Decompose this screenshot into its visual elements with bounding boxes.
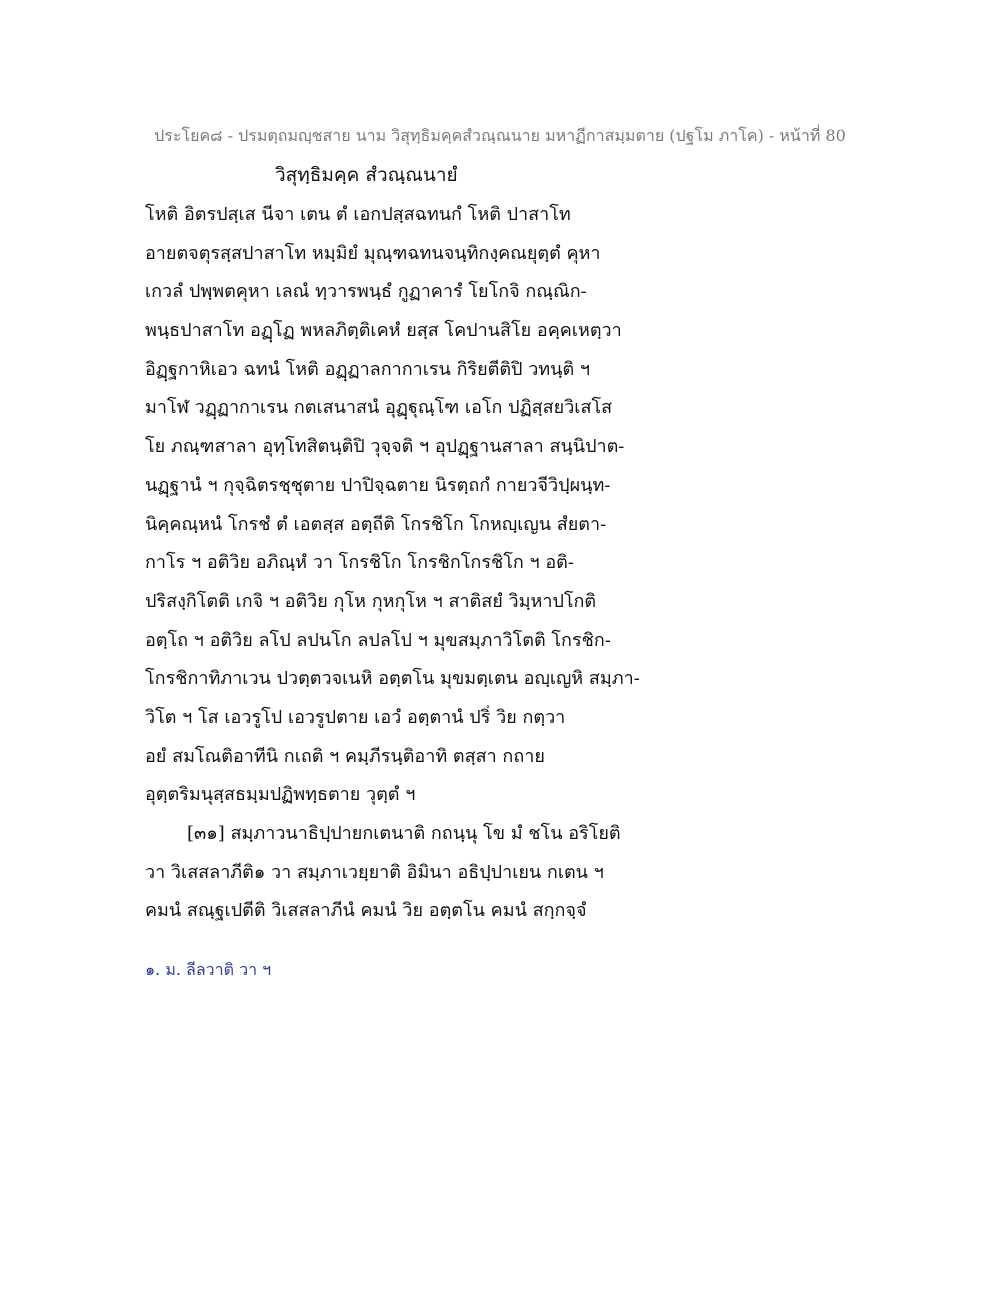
- running-header: ประโยค๘ - ปรมตฺถมญฺชสาย นาม วิสุทฺธิมคฺคสํวณฺณนาย มหาฏีกาสมฺมตาย (ปฐโม ภาโค) - หน้าที่ 80: [154, 126, 846, 145]
- text-line: โหติ อิตรปสฺเส นีจา เตน ตํ เอกปสฺสฉทนกํ โหติ ปาสาโท: [145, 204, 571, 225]
- text-line: อตฺโถ ฯ อติวิย ลโป ลปนโก ลปลโป ฯ มุขสมฺภาวิโตติ โกรชิก-: [145, 629, 611, 651]
- text-line: โกรชิกาทิภาเวน ปวตฺตวจเนหิ อตฺตโน มุขมตฺเตน อญฺเญหิ สมฺภา-: [145, 668, 640, 690]
- text-line: มาโฬ วฏฺฏากาเรน กตเสนาสนํ อุฏฺฐุณฺโฑ เอโก ปฏิสฺสยวิเสโส: [145, 397, 613, 419]
- body-text: [145, 199, 705, 934]
- section-title: วิสุทฺธิมคฺค สํวณฺณนายํ: [275, 164, 458, 186]
- text-line: อยํ สมโณติอาทีนิ กเถติ ฯ คมฺภีรนฺติอาทิ ตสฺสา กถาย: [145, 745, 545, 767]
- text-line: นฏฺฐานํ ฯ กุจฺฉิตรชฺชุตาย ปาปิจฺฉตาย นิรตฺถกํ กายวจีวิปฺผนฺท-: [145, 474, 611, 496]
- text-line: อุตฺตริมนุสฺสธมฺมปฏิพทฺธตาย วุตฺตํ ฯ: [145, 784, 416, 806]
- text-line: เกวลํ ปพฺพตคุหา เลณํ ทฺวารพนฺธํ กูฏาคารํ โยโกจิ กณฺณิก-: [145, 281, 587, 303]
- text-line: คมนํ สณฺฐเปตีติ วิเสสลาภีนํ คมนํ วิย อตฺตโน คมนํ สกฺกจฺจํ: [145, 900, 587, 922]
- text-line: ปริสงฺกิโตติ เกจิ ฯ อติวิย กุโห กุหกุโห ฯ สาติสยํ วิมฺหาปโกติ: [145, 590, 597, 612]
- text-line: วา วิเสสลาภีติ๑ วา สมฺภาเวยฺยาติ อิมินา อธิปฺปาเยน กเตน ฯ: [145, 861, 604, 883]
- paragraph-start-line: [๓๑] สมฺภาวนาธิปฺปายกเตนาติ กถนฺนุ โข มํ ชโน อริโยติ: [187, 823, 621, 844]
- text-line: อิฏฺฐกาหิเอว ฉทนํ โหติ อฏฺฏาลกากาเรน กิริยตีติปิ วทนฺติ ฯ: [145, 358, 590, 380]
- text-line: นิคฺคณฺหนํ โกรชํ ตํ เอตสฺส อตฺถีติ โกรชิโก โกหญฺเญน สํยตา-: [145, 513, 607, 535]
- footnote: ๑. ม. ลีลวาติ วา ฯ: [145, 960, 272, 979]
- text-line: พนฺธปาสาโท อฏฺโฏ พหลภิตฺติเคหํ ยสฺส โคปานสิโย อคฺคเหตฺวา: [145, 320, 622, 342]
- text-line: กาโร ฯ อติวิย อภิณฺหํ วา โกรชิโก โกรชิกโกรชิโก ฯ อติ-: [145, 552, 574, 574]
- text-line: อายตจตุรสฺสปาสาโท หมฺมิยํ มุณฺฑฉทนจนฺทิกงฺคณยุตฺตํ คุหา: [145, 242, 601, 264]
- text-line: โย ภณฺฑสาลา อุทฺโทสิตนฺติปิ วุจฺจติ ฯ อุปฏฺฐานสาลา สนฺนิปาต-: [145, 436, 625, 458]
- text-line: วิโต ฯ โส เอวรูโป เอวรูปตาย เอวํ อตฺตานํ ปริํ วิย กตฺวา: [145, 706, 566, 728]
